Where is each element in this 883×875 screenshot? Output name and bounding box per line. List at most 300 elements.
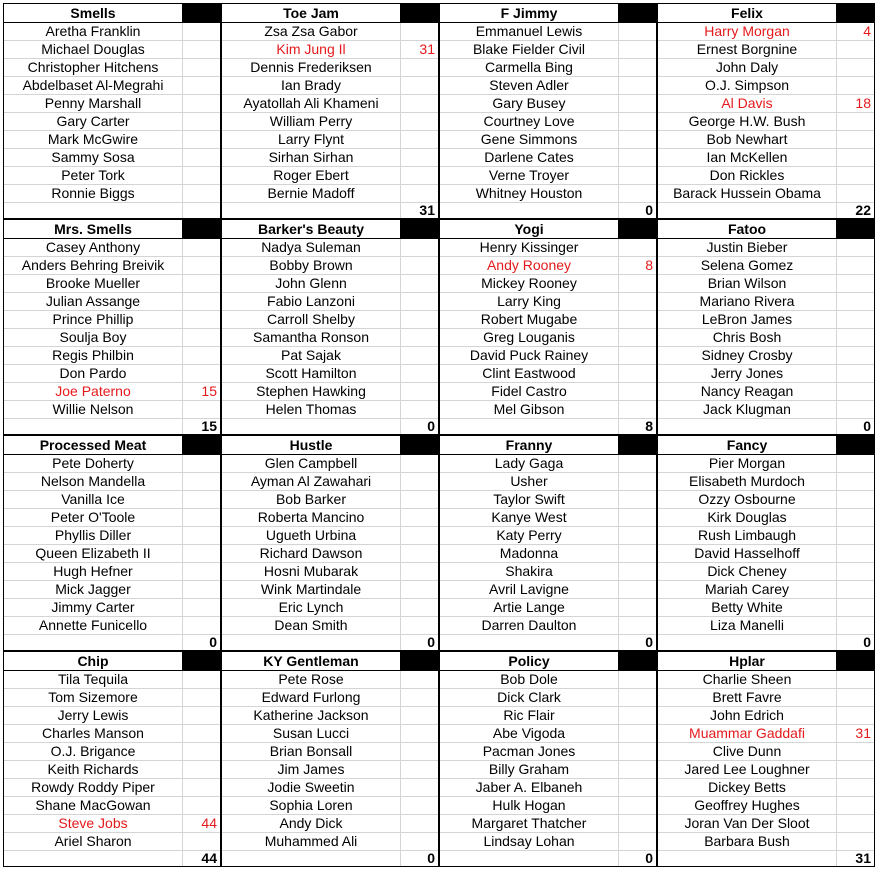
header-black-cell[interactable] bbox=[837, 220, 874, 238]
player-score-cell[interactable] bbox=[183, 779, 220, 796]
player-name-cell[interactable]: Jerry Jones bbox=[658, 365, 837, 382]
player-name-cell[interactable]: Phyllis Diller bbox=[4, 527, 183, 544]
player-name-cell[interactable]: Verne Troyer bbox=[440, 167, 619, 184]
team-total-cell[interactable]: 0 bbox=[863, 634, 871, 650]
player-score-cell[interactable] bbox=[837, 329, 874, 346]
player-name-cell[interactable]: Helen Thomas bbox=[222, 401, 401, 418]
player-score-cell[interactable] bbox=[837, 41, 874, 58]
player-name-cell[interactable]: Ian McKellen bbox=[658, 149, 837, 166]
player-name-cell[interactable]: Rush Limbaugh bbox=[658, 527, 837, 544]
player-name-cell[interactable]: Dean Smith bbox=[222, 617, 401, 634]
player-score-cell[interactable]: 4 bbox=[863, 23, 871, 39]
player-name-cell[interactable]: Don Rickles bbox=[658, 167, 837, 184]
player-score-cell[interactable] bbox=[837, 401, 874, 418]
player-name-cell[interactable]: Peter Tork bbox=[4, 167, 183, 184]
player-name-cell[interactable]: Brian Bonsall bbox=[222, 743, 401, 760]
header-black-cell[interactable] bbox=[183, 436, 220, 454]
player-name-cell[interactable]: Hosni Mubarak bbox=[222, 563, 401, 580]
player-name-cell[interactable]: Larry Flynt bbox=[222, 131, 401, 148]
player-name-cell[interactable]: Nancy Reagan bbox=[658, 383, 837, 400]
player-name-cell[interactable]: Steven Adler bbox=[440, 77, 619, 94]
player-name-cell[interactable]: Nelson Mandella bbox=[4, 473, 183, 490]
player-name-cell[interactable]: Anders Behring Breivik bbox=[4, 257, 183, 274]
player-name-cell[interactable]: Brett Favre bbox=[658, 689, 837, 706]
player-name-cell[interactable]: Nadya Suleman bbox=[222, 239, 401, 256]
team-name-cell[interactable]: Mrs. Smells bbox=[4, 220, 183, 238]
player-score-cell[interactable] bbox=[837, 113, 874, 130]
player-name-cell[interactable]: Jaber A. Elbaneh bbox=[440, 779, 619, 796]
player-score-cell[interactable] bbox=[401, 473, 438, 490]
total-blank-cell[interactable] bbox=[222, 418, 401, 434]
player-score-cell[interactable] bbox=[401, 797, 438, 814]
player-score-cell[interactable] bbox=[401, 545, 438, 562]
player-name-cell[interactable]: Rowdy Roddy Piper bbox=[4, 779, 183, 796]
player-score-cell[interactable] bbox=[183, 689, 220, 706]
player-name-cell[interactable]: Mariah Carey bbox=[658, 581, 837, 598]
player-score-cell[interactable] bbox=[837, 689, 874, 706]
player-score-cell[interactable] bbox=[837, 581, 874, 598]
player-score-cell[interactable]: 8 bbox=[645, 257, 653, 273]
player-name-cell[interactable]: Carmella Bing bbox=[440, 59, 619, 76]
player-name-cell[interactable]: Pete Rose bbox=[222, 671, 401, 688]
player-name-cell[interactable]: David Hasselhoff bbox=[658, 545, 837, 562]
player-score-cell[interactable] bbox=[183, 671, 220, 688]
player-name-cell[interactable]: Darren Daulton bbox=[440, 617, 619, 634]
player-name-cell[interactable]: Eric Lynch bbox=[222, 599, 401, 616]
team-total-cell[interactable]: 44 bbox=[201, 850, 217, 866]
player-score-cell[interactable] bbox=[183, 545, 220, 562]
player-score-cell[interactable] bbox=[183, 527, 220, 544]
team-total-cell[interactable]: 0 bbox=[645, 202, 653, 218]
player-score-cell[interactable] bbox=[837, 77, 874, 94]
player-score-cell[interactable] bbox=[401, 131, 438, 148]
player-name-cell[interactable]: Joe Paterno bbox=[4, 383, 183, 400]
team-name-cell[interactable]: Yogi bbox=[440, 220, 619, 238]
player-score-cell[interactable] bbox=[619, 491, 656, 508]
player-name-cell[interactable]: Whitney Houston bbox=[440, 185, 619, 202]
header-black-cell[interactable] bbox=[837, 436, 874, 454]
player-score-cell[interactable] bbox=[837, 563, 874, 580]
player-name-cell[interactable]: Ric Flair bbox=[440, 707, 619, 724]
player-name-cell[interactable]: Liza Manelli bbox=[658, 617, 837, 634]
player-score-cell[interactable] bbox=[619, 239, 656, 256]
player-name-cell[interactable]: Michael Douglas bbox=[4, 41, 183, 58]
player-score-cell[interactable] bbox=[837, 779, 874, 796]
player-score-cell[interactable] bbox=[619, 455, 656, 472]
total-blank-cell[interactable] bbox=[4, 634, 183, 650]
player-name-cell[interactable]: Emmanuel Lewis bbox=[440, 23, 619, 40]
player-score-cell[interactable] bbox=[619, 473, 656, 490]
player-name-cell[interactable]: Justin Bieber bbox=[658, 239, 837, 256]
team-total-cell[interactable]: 0 bbox=[427, 850, 435, 866]
player-score-cell[interactable] bbox=[401, 833, 438, 850]
player-name-cell[interactable]: Bob Newhart bbox=[658, 131, 837, 148]
player-score-cell[interactable] bbox=[401, 527, 438, 544]
player-name-cell[interactable]: Chris Bosh bbox=[658, 329, 837, 346]
player-score-cell[interactable] bbox=[619, 599, 656, 616]
player-score-cell[interactable] bbox=[837, 167, 874, 184]
player-score-cell[interactable] bbox=[837, 833, 874, 850]
player-name-cell[interactable]: Sirhan Sirhan bbox=[222, 149, 401, 166]
player-name-cell[interactable]: Elisabeth Murdoch bbox=[658, 473, 837, 490]
team-name-cell[interactable]: Felix bbox=[658, 4, 837, 22]
player-score-cell[interactable] bbox=[183, 293, 220, 310]
player-score-cell[interactable] bbox=[183, 59, 220, 76]
player-name-cell[interactable]: Shakira bbox=[440, 563, 619, 580]
player-score-cell[interactable] bbox=[183, 581, 220, 598]
player-name-cell[interactable]: Keith Richards bbox=[4, 761, 183, 778]
player-name-cell[interactable]: Casey Anthony bbox=[4, 239, 183, 256]
player-score-cell[interactable] bbox=[619, 185, 656, 202]
player-name-cell[interactable]: Jimmy Carter bbox=[4, 599, 183, 616]
player-name-cell[interactable]: Pete Doherty bbox=[4, 455, 183, 472]
player-score-cell[interactable] bbox=[401, 95, 438, 112]
player-name-cell[interactable]: Ayman Al Zawahari bbox=[222, 473, 401, 490]
player-name-cell[interactable]: Bob Barker bbox=[222, 491, 401, 508]
player-name-cell[interactable]: Mick Jagger bbox=[4, 581, 183, 598]
team-name-cell[interactable]: Smells bbox=[4, 4, 183, 22]
player-name-cell[interactable]: Mel Gibson bbox=[440, 401, 619, 418]
player-score-cell[interactable] bbox=[837, 365, 874, 382]
player-score-cell[interactable] bbox=[401, 329, 438, 346]
player-name-cell[interactable]: Muammar Gaddafi bbox=[658, 725, 837, 742]
player-name-cell[interactable]: Joran Van Der Sloot bbox=[658, 815, 837, 832]
player-name-cell[interactable]: Larry King bbox=[440, 293, 619, 310]
player-score-cell[interactable] bbox=[619, 275, 656, 292]
team-total-cell[interactable]: 31 bbox=[855, 850, 871, 866]
player-name-cell[interactable]: Samantha Ronson bbox=[222, 329, 401, 346]
player-score-cell[interactable] bbox=[401, 239, 438, 256]
player-score-cell[interactable] bbox=[183, 149, 220, 166]
player-score-cell[interactable] bbox=[619, 293, 656, 310]
player-score-cell[interactable] bbox=[619, 329, 656, 346]
player-score-cell[interactable] bbox=[837, 383, 874, 400]
total-blank-cell[interactable] bbox=[4, 202, 183, 218]
team-total-cell[interactable]: 8 bbox=[645, 418, 653, 434]
player-name-cell[interactable]: Pacman Jones bbox=[440, 743, 619, 760]
player-score-cell[interactable] bbox=[183, 797, 220, 814]
player-name-cell[interactable]: Courtney Love bbox=[440, 113, 619, 130]
player-score-cell[interactable] bbox=[401, 743, 438, 760]
total-blank-cell[interactable] bbox=[222, 850, 401, 866]
player-score-cell[interactable] bbox=[401, 77, 438, 94]
player-score-cell[interactable] bbox=[401, 815, 438, 832]
player-score-cell[interactable] bbox=[837, 527, 874, 544]
player-name-cell[interactable]: George H.W. Bush bbox=[658, 113, 837, 130]
player-name-cell[interactable]: Sammy Sosa bbox=[4, 149, 183, 166]
player-name-cell[interactable]: Ozzy Osbourne bbox=[658, 491, 837, 508]
team-name-cell[interactable]: F Jimmy bbox=[440, 4, 619, 22]
player-name-cell[interactable]: Usher bbox=[440, 473, 619, 490]
player-name-cell[interactable]: Kim Jung Il bbox=[222, 41, 401, 58]
player-name-cell[interactable]: Annette Funicello bbox=[4, 617, 183, 634]
player-score-cell[interactable]: 15 bbox=[201, 383, 217, 399]
player-score-cell[interactable]: 31 bbox=[855, 725, 871, 741]
player-score-cell[interactable] bbox=[183, 329, 220, 346]
header-black-cell[interactable] bbox=[619, 220, 656, 238]
player-name-cell[interactable]: Jerry Lewis bbox=[4, 707, 183, 724]
player-score-cell[interactable] bbox=[401, 59, 438, 76]
player-name-cell[interactable]: Jim James bbox=[222, 761, 401, 778]
player-name-cell[interactable]: Abdelbaset Al-Megrahi bbox=[4, 77, 183, 94]
player-score-cell[interactable] bbox=[183, 563, 220, 580]
player-name-cell[interactable]: Clint Eastwood bbox=[440, 365, 619, 382]
team-name-cell[interactable]: Barker's Beauty bbox=[222, 220, 401, 238]
player-score-cell[interactable] bbox=[619, 131, 656, 148]
player-name-cell[interactable]: Katherine Jackson bbox=[222, 707, 401, 724]
player-score-cell[interactable] bbox=[183, 491, 220, 508]
player-score-cell[interactable] bbox=[619, 347, 656, 364]
header-black-cell[interactable] bbox=[837, 4, 874, 22]
player-score-cell[interactable] bbox=[619, 383, 656, 400]
player-score-cell[interactable] bbox=[183, 113, 220, 130]
team-total-cell[interactable]: 31 bbox=[419, 202, 435, 218]
player-score-cell[interactable] bbox=[183, 833, 220, 850]
player-score-cell[interactable] bbox=[401, 167, 438, 184]
player-score-cell[interactable] bbox=[183, 761, 220, 778]
header-black-cell[interactable] bbox=[183, 220, 220, 238]
player-score-cell[interactable] bbox=[837, 761, 874, 778]
team-name-cell[interactable]: Hustle bbox=[222, 436, 401, 454]
player-name-cell[interactable]: Jodie Sweetin bbox=[222, 779, 401, 796]
player-name-cell[interactable]: Roger Ebert bbox=[222, 167, 401, 184]
player-name-cell[interactable]: Avril Lavigne bbox=[440, 581, 619, 598]
player-score-cell[interactable] bbox=[183, 185, 220, 202]
player-score-cell[interactable] bbox=[183, 707, 220, 724]
header-black-cell[interactable] bbox=[401, 652, 438, 670]
player-name-cell[interactable]: Brooke Mueller bbox=[4, 275, 183, 292]
team-total-cell[interactable]: 0 bbox=[645, 634, 653, 650]
player-name-cell[interactable]: Ugueth Urbina bbox=[222, 527, 401, 544]
player-name-cell[interactable]: Ayatollah Ali Khameni bbox=[222, 95, 401, 112]
player-name-cell[interactable]: Blake Fielder Civil bbox=[440, 41, 619, 58]
player-name-cell[interactable]: Fabio Lanzoni bbox=[222, 293, 401, 310]
player-score-cell[interactable] bbox=[837, 509, 874, 526]
player-score-cell[interactable] bbox=[401, 113, 438, 130]
player-score-cell[interactable] bbox=[183, 509, 220, 526]
player-score-cell[interactable] bbox=[619, 95, 656, 112]
player-name-cell[interactable]: Al Davis bbox=[658, 95, 837, 112]
player-score-cell[interactable] bbox=[183, 257, 220, 274]
player-score-cell[interactable] bbox=[837, 617, 874, 634]
player-score-cell[interactable] bbox=[837, 545, 874, 562]
player-score-cell[interactable] bbox=[401, 149, 438, 166]
total-blank-cell[interactable] bbox=[658, 418, 837, 434]
player-name-cell[interactable]: Christopher Hitchens bbox=[4, 59, 183, 76]
total-blank-cell[interactable] bbox=[222, 202, 401, 218]
player-score-cell[interactable] bbox=[401, 275, 438, 292]
player-score-cell[interactable] bbox=[401, 293, 438, 310]
player-name-cell[interactable]: Lindsay Lohan bbox=[440, 833, 619, 850]
player-score-cell[interactable] bbox=[401, 491, 438, 508]
player-score-cell[interactable] bbox=[619, 77, 656, 94]
team-total-cell[interactable]: 0 bbox=[427, 634, 435, 650]
player-name-cell[interactable]: Julian Assange bbox=[4, 293, 183, 310]
header-black-cell[interactable] bbox=[619, 652, 656, 670]
player-name-cell[interactable]: Dickey Betts bbox=[658, 779, 837, 796]
player-name-cell[interactable]: Hugh Hefner bbox=[4, 563, 183, 580]
player-name-cell[interactable]: Charlie Sheen bbox=[658, 671, 837, 688]
player-score-cell[interactable] bbox=[619, 563, 656, 580]
player-score-cell[interactable] bbox=[619, 689, 656, 706]
player-score-cell[interactable] bbox=[401, 581, 438, 598]
player-score-cell[interactable] bbox=[183, 617, 220, 634]
player-name-cell[interactable]: Zsa Zsa Gabor bbox=[222, 23, 401, 40]
player-name-cell[interactable]: Penny Marshall bbox=[4, 95, 183, 112]
player-name-cell[interactable]: John Daly bbox=[658, 59, 837, 76]
player-score-cell[interactable] bbox=[619, 671, 656, 688]
player-name-cell[interactable]: Dick Clark bbox=[440, 689, 619, 706]
player-score-cell[interactable] bbox=[619, 725, 656, 742]
player-score-cell[interactable] bbox=[401, 401, 438, 418]
player-name-cell[interactable]: O.J. Simpson bbox=[658, 77, 837, 94]
player-score-cell[interactable] bbox=[837, 257, 874, 274]
player-name-cell[interactable]: LeBron James bbox=[658, 311, 837, 328]
player-name-cell[interactable]: Prince Phillip bbox=[4, 311, 183, 328]
total-blank-cell[interactable] bbox=[440, 418, 619, 434]
team-name-cell[interactable]: Franny bbox=[440, 436, 619, 454]
player-name-cell[interactable]: William Perry bbox=[222, 113, 401, 130]
player-name-cell[interactable]: Pat Sajak bbox=[222, 347, 401, 364]
player-name-cell[interactable]: Darlene Cates bbox=[440, 149, 619, 166]
player-score-cell[interactable] bbox=[183, 599, 220, 616]
player-name-cell[interactable]: Don Pardo bbox=[4, 365, 183, 382]
total-blank-cell[interactable] bbox=[658, 850, 837, 866]
player-score-cell[interactable] bbox=[401, 23, 438, 40]
player-score-cell[interactable] bbox=[619, 833, 656, 850]
player-score-cell[interactable] bbox=[619, 365, 656, 382]
player-score-cell[interactable] bbox=[401, 365, 438, 382]
player-name-cell[interactable]: Gene Simmons bbox=[440, 131, 619, 148]
player-name-cell[interactable]: Henry Kissinger bbox=[440, 239, 619, 256]
player-name-cell[interactable]: Scott Hamilton bbox=[222, 365, 401, 382]
player-score-cell[interactable] bbox=[619, 761, 656, 778]
player-score-cell[interactable] bbox=[837, 797, 874, 814]
player-name-cell[interactable]: Pier Morgan bbox=[658, 455, 837, 472]
player-score-cell[interactable]: 18 bbox=[855, 95, 871, 111]
player-name-cell[interactable]: Richard Dawson bbox=[222, 545, 401, 562]
header-black-cell[interactable] bbox=[183, 652, 220, 670]
player-name-cell[interactable]: Stephen Hawking bbox=[222, 383, 401, 400]
player-name-cell[interactable]: Geoffrey Hughes bbox=[658, 797, 837, 814]
header-black-cell[interactable] bbox=[183, 4, 220, 22]
team-name-cell[interactable]: KY Gentleman bbox=[222, 652, 401, 670]
player-name-cell[interactable]: Steve Jobs bbox=[4, 815, 183, 832]
player-score-cell[interactable] bbox=[619, 743, 656, 760]
player-name-cell[interactable]: Shane MacGowan bbox=[4, 797, 183, 814]
player-name-cell[interactable]: John Glenn bbox=[222, 275, 401, 292]
player-score-cell[interactable] bbox=[619, 815, 656, 832]
player-score-cell[interactable] bbox=[837, 275, 874, 292]
player-score-cell[interactable] bbox=[401, 311, 438, 328]
player-score-cell[interactable] bbox=[837, 491, 874, 508]
total-blank-cell[interactable] bbox=[4, 850, 183, 866]
player-score-cell[interactable] bbox=[183, 401, 220, 418]
player-score-cell[interactable] bbox=[619, 23, 656, 40]
player-score-cell[interactable] bbox=[619, 59, 656, 76]
player-name-cell[interactable]: Harry Morgan bbox=[658, 23, 837, 40]
player-name-cell[interactable]: O.J. Brigance bbox=[4, 743, 183, 760]
player-score-cell[interactable] bbox=[837, 149, 874, 166]
player-name-cell[interactable]: Katy Perry bbox=[440, 527, 619, 544]
player-score-cell[interactable] bbox=[619, 149, 656, 166]
player-score-cell[interactable] bbox=[619, 707, 656, 724]
player-name-cell[interactable]: Margaret Thatcher bbox=[440, 815, 619, 832]
player-score-cell[interactable] bbox=[837, 131, 874, 148]
team-total-cell[interactable]: 22 bbox=[855, 202, 871, 218]
player-score-cell[interactable] bbox=[401, 383, 438, 400]
player-name-cell[interactable]: Andy Rooney bbox=[440, 257, 619, 274]
header-black-cell[interactable] bbox=[401, 220, 438, 238]
player-score-cell[interactable] bbox=[837, 473, 874, 490]
player-name-cell[interactable]: Vanilla Ice bbox=[4, 491, 183, 508]
player-name-cell[interactable]: Brian Wilson bbox=[658, 275, 837, 292]
player-name-cell[interactable]: Taylor Swift bbox=[440, 491, 619, 508]
total-blank-cell[interactable] bbox=[4, 418, 183, 434]
player-name-cell[interactable]: Glen Campbell bbox=[222, 455, 401, 472]
player-name-cell[interactable]: Jared Lee Loughner bbox=[658, 761, 837, 778]
header-black-cell[interactable] bbox=[401, 4, 438, 22]
player-name-cell[interactable]: Susan Lucci bbox=[222, 725, 401, 742]
player-name-cell[interactable]: Edward Furlong bbox=[222, 689, 401, 706]
player-score-cell[interactable] bbox=[401, 761, 438, 778]
player-name-cell[interactable]: Peter O'Toole bbox=[4, 509, 183, 526]
player-name-cell[interactable]: Kanye West bbox=[440, 509, 619, 526]
player-name-cell[interactable]: Sidney Crosby bbox=[658, 347, 837, 364]
player-name-cell[interactable]: Clive Dunn bbox=[658, 743, 837, 760]
player-score-cell[interactable] bbox=[619, 167, 656, 184]
team-name-cell[interactable]: Processed Meat bbox=[4, 436, 183, 454]
team-name-cell[interactable]: Hplar bbox=[658, 652, 837, 670]
player-name-cell[interactable]: Bob Dole bbox=[440, 671, 619, 688]
team-total-cell[interactable]: 0 bbox=[863, 418, 871, 434]
player-score-cell[interactable] bbox=[183, 167, 220, 184]
player-name-cell[interactable]: Madonna bbox=[440, 545, 619, 562]
player-score-cell[interactable] bbox=[619, 779, 656, 796]
player-name-cell[interactable]: Aretha Franklin bbox=[4, 23, 183, 40]
player-score-cell[interactable] bbox=[837, 599, 874, 616]
player-name-cell[interactable]: John Edrich bbox=[658, 707, 837, 724]
player-score-cell[interactable] bbox=[837, 743, 874, 760]
player-score-cell[interactable]: 44 bbox=[201, 815, 217, 831]
player-score-cell[interactable] bbox=[837, 185, 874, 202]
player-name-cell[interactable]: Tom Sizemore bbox=[4, 689, 183, 706]
team-name-cell[interactable]: Chip bbox=[4, 652, 183, 670]
player-score-cell[interactable] bbox=[837, 707, 874, 724]
player-score-cell[interactable] bbox=[837, 293, 874, 310]
player-score-cell[interactable] bbox=[183, 365, 220, 382]
player-name-cell[interactable]: Mark McGwire bbox=[4, 131, 183, 148]
player-score-cell[interactable] bbox=[619, 581, 656, 598]
player-score-cell[interactable] bbox=[183, 77, 220, 94]
player-score-cell[interactable] bbox=[183, 725, 220, 742]
player-score-cell[interactable] bbox=[183, 275, 220, 292]
total-blank-cell[interactable] bbox=[440, 850, 619, 866]
player-name-cell[interactable]: Barack Hussein Obama bbox=[658, 185, 837, 202]
team-name-cell[interactable]: Fancy bbox=[658, 436, 837, 454]
player-score-cell[interactable] bbox=[837, 239, 874, 256]
player-score-cell[interactable] bbox=[183, 131, 220, 148]
player-score-cell[interactable] bbox=[401, 455, 438, 472]
player-score-cell[interactable] bbox=[401, 509, 438, 526]
player-score-cell[interactable] bbox=[837, 455, 874, 472]
player-name-cell[interactable]: Greg Louganis bbox=[440, 329, 619, 346]
player-name-cell[interactable]: Muhammed Ali bbox=[222, 833, 401, 850]
player-score-cell[interactable] bbox=[401, 707, 438, 724]
player-name-cell[interactable]: Carroll Shelby bbox=[222, 311, 401, 328]
player-name-cell[interactable]: Betty White bbox=[658, 599, 837, 616]
player-name-cell[interactable]: Barbara Bush bbox=[658, 833, 837, 850]
